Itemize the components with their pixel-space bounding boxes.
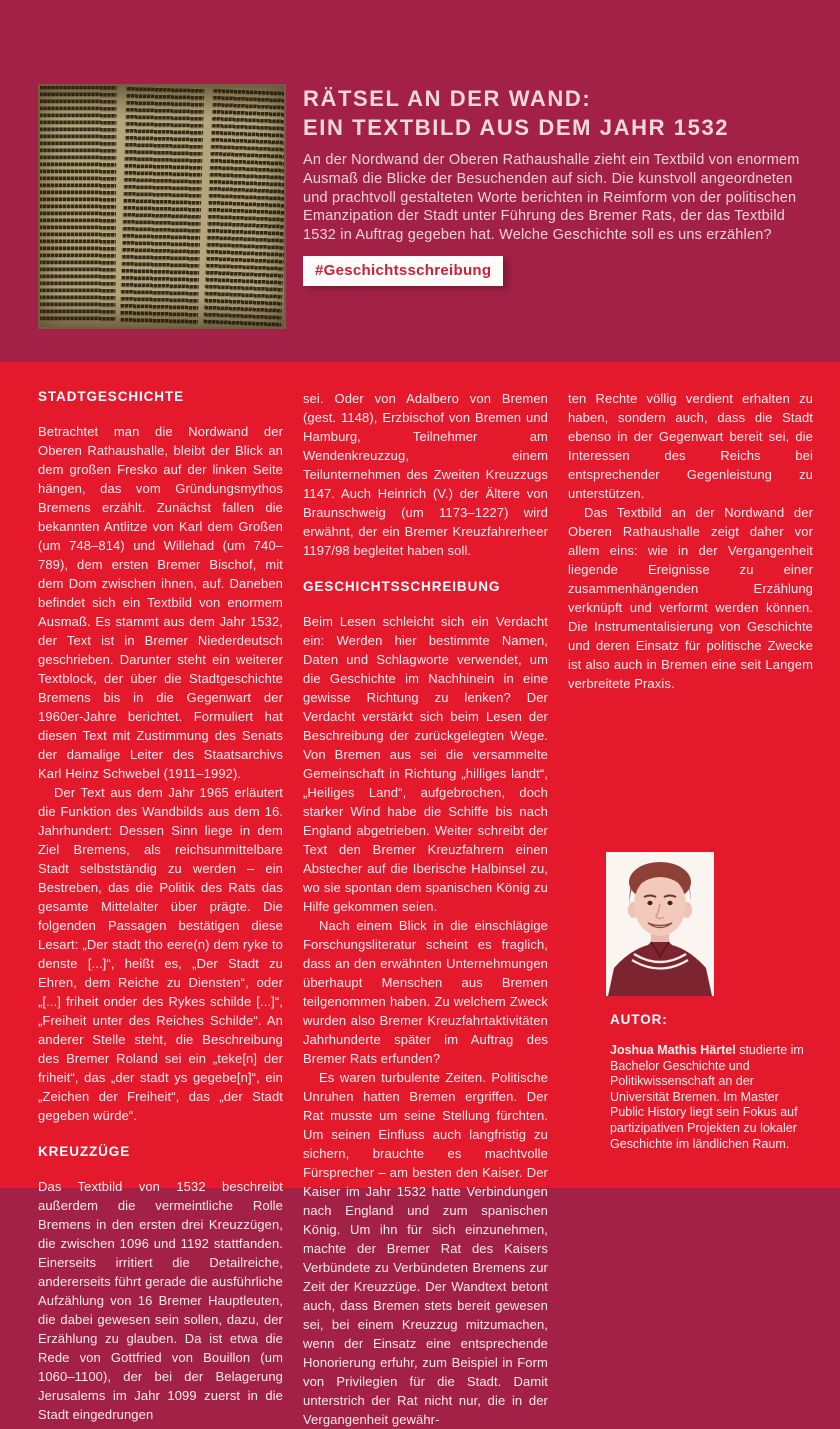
body-paragraph: Es waren turbulente Zeiten. Politische Unruhen hatten Bremen ergriffen. Der Rat musste um seine Stellung fürchten. Um seinen Einfluss auch langfristig zu sichern, brauchte es machtvolle Fürsprecher – am besten den Kaiser. Der Kaiser im Jahr 1532 hatte Verbindungen nach England und zum spanischen König. Um ihn für sich einzunehmen, machte der Bremer Rat des Kaisers Verbündete zu Verbündeten Bremens zur Zeit der Kreuzzüge. Der Wandtext betont auch, dass Bremen stets bereit gewesen sei, bei einem Kreuzzug mitzumachen, wenn der Einsatz eine entsprechende Honorierung erfuhr, zum Beispiel in Form von Privilegien für die Stadt. Damit unterstrich der Rat nicht nur, die in der Vergangenheit gewähr- — [303, 1070, 548, 1427]
author-portrait-photo — [606, 852, 714, 996]
manuscript-column — [38, 85, 117, 322]
manuscript-column — [203, 89, 286, 329]
intro-paragraph: An der Nordwand der Oberen Rathaushalle zieht ein Textbild von enormem Ausmaß die Blicke der Besuchenden auf sich. Die kunstvoll angeordneten und prachtvoll gestalteten Worte berichten in Reimform von der politischen Emanzipation der Stadt unter Führung des Bremer Rats, der das Textbild 1532 in Auftrag gegeben hat. Welche Geschichte soll es uns erzählen? — [303, 152, 800, 244]
article-column-2 — [303, 389, 548, 1429]
body-paragraph: Beim Lesen schleicht sich ein Verdacht ein: Werden hier bestimmte Namen, Daten und Schlagworte verwendet, um die Geschichte im Nachhinein in eine gewisse Richtung zu lenken? Der Verdacht verstärkt sich beim Lesen der Beschreibung der zurückgelegten Wege. Von Bremen aus sei die versammelte Gemeinschaft in Richtung „hilliges landt“, „Heiliges Land“, aufgebrochen, doch starker Wind habe die Schiffe bis nach England abgetrieben. Weiter schreibt der Text den Bremer Kreuzfahrern einen Abstecher auf die Iberische Halbinsel zu, wo sie spontan dem spanischen König zu Hilfe gekommen seien. — [303, 614, 548, 914]
author-bio — [610, 1043, 812, 1152]
article-column-1 — [38, 389, 283, 1429]
body-paragraph: Betrachtet man die Nordwand der Oberen Rathaushalle, bleibt der Blick an dem großen Fresko auf der linken Seite hängen, das vom Gründungsmythos Bremens erzählt. Zunächst fallen die bekannten Antlitze von Karl dem Großen (um 748–814) und Willehad (um 740–789), dem ersten Bremer Bischof, mit dem Dom zwischen ihnen, auf. Daneben befindet sich ein Textbild von enormem Ausmaß. Es stammt aus dem Jahr 1532, der Text ist in Bremer Niederdeutsch geschrieben. Darunter steht ein weiterer Textblock, der über die Stadtgeschichte Bremens bis in die Gegenwart der 1960er-Jahre berichtet. Formuliert hat diesen Text mit Zustimmung des Senats der damalige Leiter des Staatsarchivs Karl Heinz Schwebel (1911–1992). — [38, 424, 283, 781]
body-paragraph: ten Rechte völlig verdient erhalten zu haben, sondern auch, dass die Stadt ebenso in der Gegenwart bereit sei, die Interessen des Reichs bei entsprechender Gegenleistung zu unterstützen. — [568, 391, 813, 501]
page-title-line1: RÄTSEL AN DER WAND: — [303, 86, 592, 111]
section-heading-stadtgeschichte: STADTGESCHICHTE — [38, 389, 185, 404]
wall-text-photo — [38, 84, 286, 329]
page-title — [303, 84, 815, 142]
manuscript-column — [120, 87, 205, 326]
author-portrait-illustration — [606, 852, 714, 996]
body-paragraph: Der Text aus dem Jahr 1965 erläutert die Funktion des Wandbilds aus dem 16. Jahrhundert: Dessen Sinn liege in dem Ziel Bremens, als reichsunmittelbare Stadt selbstständig zu werden – ein Bestreben, das die Politik des Rats das gesamte Mittelalter über prägte. Die folgenden Passagen bestätigen diese Lesart: „Der stadt tho eere(n) dem ryke to denste [...]“, heißt es, „Der Stadt zu Ehren, dem Reiche zu Diensten“, oder „[...] friheit onder des Rykes schilde [...]“, „Freiheit unter des Reiches Schilde“. An anderer Stelle steht, die Beschreibung des Bremer Roland sei ein „teke[n] der friheit“, das „der stadt ys gegebe[n]“, ein „Zeichen der Freiheit“, das „der Stadt gegeben würde“. — [38, 785, 283, 1123]
section-heading-geschichtsschreibung: GESCHICHTSSCHREIBUNG — [303, 579, 501, 594]
author-label: AUTOR: — [610, 1012, 668, 1027]
body-paragraph: Das Textbild an der Nordwand der Oberen Rathaushalle zeigt daher vor allem eins: wie in der Vergangenheit liegende Ereignisse zu einer zusammenhängenden Erzählung verknüpft und verformt werden können. Die Instrumentalisierung von Geschichte und deren Einsatz für politische Zwecke ist also auch in Bremen eine seit Langem verbreitete Praxis. — [568, 505, 813, 691]
manuscript-columns — [38, 84, 286, 329]
body-paragraph: Das Textbild von 1532 beschreibt außerdem die vermeintliche Rolle Bremens in den ersten drei Kreuzzügen, die zwischen 1096 und 1192 stattfanden. Einerseits irritiert die Detailreiche, andererseits führt gerade die ausführliche Aufzählung von 16 Bremer Hauptleuten, die dabei gewesen sein sollen, dazu, der Erzählung zu glauben. Da ist etwa die Rede von Gottfried von Bouillon (um 1060–1100), der bei der Belagerung Jerusalems im Jahr 1099 zuerst in die Stadt eingedrungen — [38, 1179, 283, 1422]
page-title-line2: EIN TEXTBILD AUS DEM JAHR 1532 — [303, 115, 730, 140]
body-paragraph: sei. Oder von Adalbero von Bremen (gest. 1148), Erzbischof von Bremen und Hamburg, Teilnehmer am Wendenkreuzzug, einem Teilunternehmen des Zweiten Kreuzzugs 1147. Auch Heinrich (V.) der Ältere von Braunschweig (um 1173–1227) wird erwähnt, der ein Bremer Kreuzfahrerheer 1197/98 begleitet haben soll. — [303, 391, 548, 558]
section-heading-kreuzzuege: KREUZZÜGE — [38, 1144, 131, 1159]
body-paragraph: Nach einem Blick in die einschlägige Forschungsliteratur scheint es fraglich, dass an den erwähnten Unternehmungen überhaupt Menschen aus Bremen teilgenommen haben. Zu welchem Zweck wurden also Bremer Kreuzfahrtaktivitäten Jahrhunderte später im Auftrag des Bremer Rats erfunden? — [303, 918, 548, 1066]
hashtag-tag[interactable]: #Geschichtsschreibung — [303, 256, 503, 286]
author-name: Joshua Mathis Härtel — [610, 1043, 736, 1057]
author-bio-text: studierte im Bachelor Geschichte und Politikwissenschaft an der Universität Bremen. Im Master Public History liegt sein Fokus auf partizipativen Projekten zu lokaler Geschichte im ländlichen Raum. — [610, 1043, 804, 1151]
